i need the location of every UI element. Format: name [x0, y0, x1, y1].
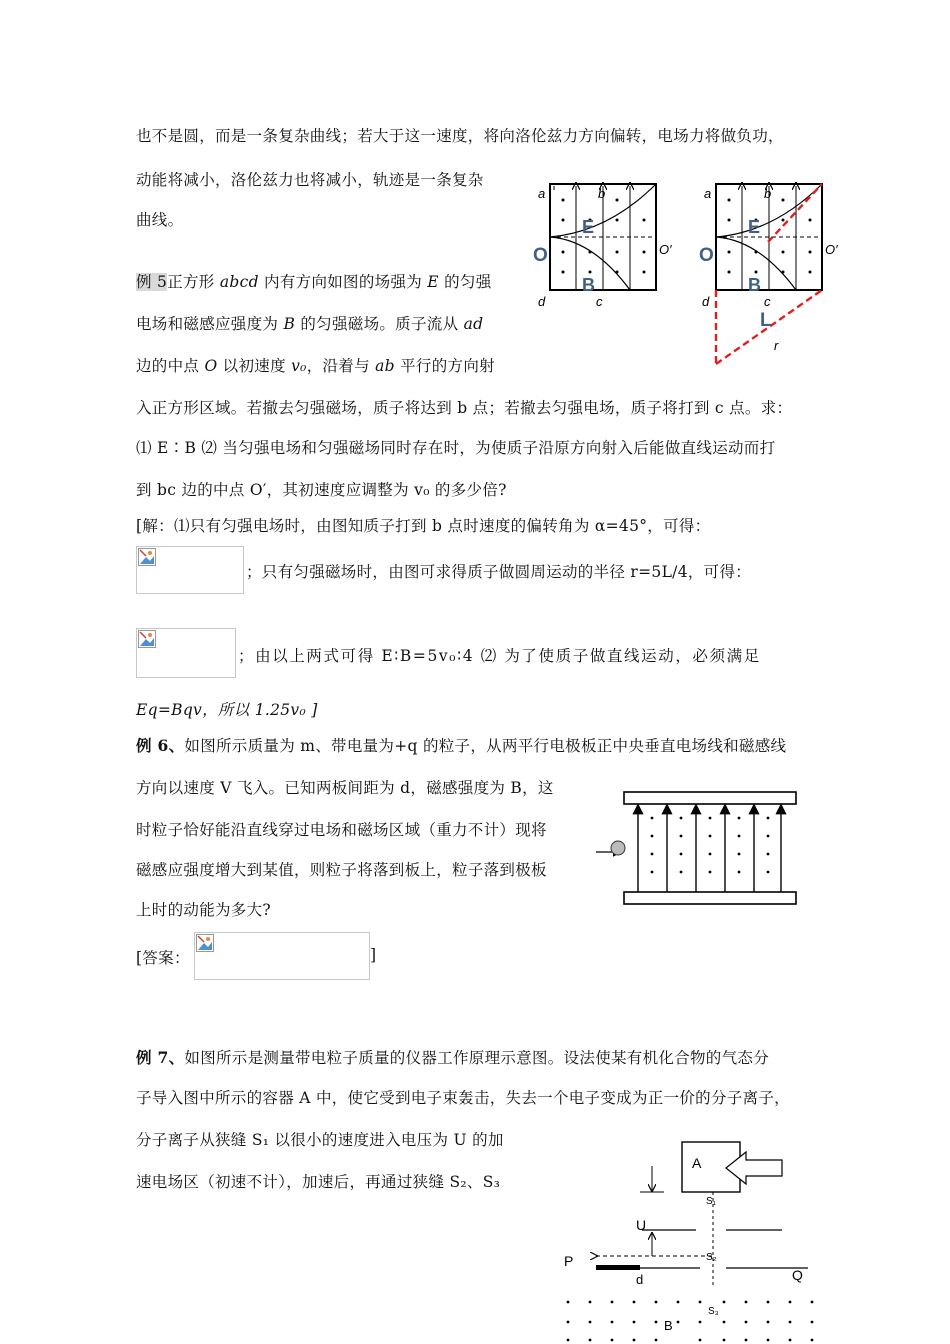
- t: B: [283, 315, 296, 333]
- photographic-plate: [596, 1265, 640, 1270]
- t: 的匀强: [438, 273, 492, 291]
- label-O: O: [533, 245, 548, 266]
- t: 电场和磁感应强度为: [136, 315, 284, 333]
- example7-line-4: 速电场区（初速不计），加速后，再通过狭缝 S₂、S₃: [136, 1173, 501, 1191]
- label-B-2: B: [748, 275, 761, 295]
- magnetic-field-dots: [567, 1301, 814, 1342]
- label-O-prime: O′: [659, 242, 672, 257]
- t: ad: [463, 315, 484, 333]
- label-S3: S₃: [708, 1306, 719, 1317]
- example5-line-3: [136, 354, 495, 376]
- label-b-2: b: [764, 186, 772, 201]
- label-O-2: O: [699, 245, 714, 266]
- solution-line-2: ；只有匀强磁场时，由图可求得质子做圆周运动的半径 r=5L/4，可得：: [246, 563, 752, 581]
- example5-line-1: [136, 270, 492, 292]
- label-O-prime-2: O′: [825, 242, 838, 257]
- t: 如图所示质量为 m、带电量为+q 的粒子，从两平行电极板正中央垂直电场线和磁感线: [184, 737, 787, 755]
- formula-image-2: [136, 628, 236, 678]
- t: O: [204, 357, 218, 375]
- t: 如图所示是测量带电粒子质量的仪器工作原理示意图。设法使某有机化合物的气态分: [184, 1049, 769, 1067]
- example6-line-4: 磁感应强度增大到某值，则粒子将落到板上，粒子落到极板: [136, 861, 547, 879]
- text-line-2: 动能将减小，洛伦兹力也将减小，轨迹是一条复杂: [136, 171, 484, 189]
- label-c-2: c: [764, 294, 771, 309]
- particle: [611, 841, 625, 855]
- example7-line-1: [136, 1046, 769, 1068]
- example7-figure: [556, 1138, 826, 1344]
- label-d-2: d: [702, 294, 710, 309]
- example5-line-4: 入正方形区域。若撤去匀强磁场，质子将达到 b 点；若撤去匀强电场，质子将打到 c 点。求：: [136, 399, 793, 417]
- example6-line-3: 时粒子恰好能沿直线穿过电场和磁场区域（重力不计）现将: [136, 821, 547, 839]
- label-P: P: [564, 1253, 574, 1269]
- label-Q: Q: [792, 1267, 803, 1283]
- t: ，沿着与: [306, 357, 376, 375]
- example5-line-2: [136, 312, 483, 334]
- example7-line-2: 子导入图中所示的容器 A 中，使它受到电子束轰击，失去一个电子变成为正一价的分子离子，: [136, 1089, 790, 1107]
- t: 内有方向如图的场强为: [258, 273, 428, 291]
- example7-line-3: 分子离子从狭缝 S₁ 以很小的速度进入电压为 U 的加: [136, 1131, 504, 1149]
- example6-line-1: [136, 734, 786, 756]
- label-b: b: [598, 186, 606, 201]
- broken-image-icon: [138, 630, 156, 648]
- label-r: r: [774, 338, 779, 353]
- formula-image-1: [136, 546, 244, 594]
- answer-label: [答案：: [136, 949, 190, 967]
- example5-line-6: 到 bc 边的中点 O′，其初速度应调整为 v₀ 的多少倍?: [136, 481, 507, 499]
- t: 边的中点: [136, 357, 205, 375]
- t: 正方形: [167, 273, 220, 291]
- label-E: E: [582, 217, 595, 237]
- t: abcd: [219, 273, 259, 291]
- example5-line-5: ⑴ E∶B ⑵ 当匀强电场和匀强磁场同时存在时，为使质子沿原方向射入后能做直线运动而打: [136, 439, 776, 457]
- label-S2: S₂: [706, 1252, 717, 1263]
- broken-image-icon: [138, 548, 156, 566]
- example6-tag: 例 6、: [136, 736, 185, 755]
- example5-tag: 例 5: [136, 273, 168, 291]
- t: 的匀强磁场。质子流从: [295, 315, 464, 333]
- t: ab: [375, 357, 395, 375]
- label-B: B: [582, 275, 595, 295]
- t: 平行的方向射: [394, 357, 495, 375]
- t: 以初速度: [217, 357, 292, 375]
- t: v₀: [291, 357, 307, 375]
- label-U: U: [636, 1217, 647, 1233]
- label-a: a: [538, 186, 546, 201]
- solution-line-1: [解：⑴只有匀强电场时，由图知质子打到 b 点时速度的偏转角为 α=45°，可得：: [136, 517, 711, 535]
- solution-line-4: Eq=Bqv，所以 1.25v₀ ]: [136, 701, 318, 719]
- label-c: c: [596, 294, 603, 309]
- label-B: B: [664, 1318, 673, 1333]
- answer-image: [194, 932, 370, 980]
- text-line-3: 曲线。: [136, 211, 184, 229]
- left-square: [533, 184, 672, 309]
- label-E-2: E: [748, 217, 761, 237]
- label-L: L: [760, 310, 772, 331]
- example7-tag: 例 7、: [136, 1048, 185, 1067]
- label-a-2: a: [704, 186, 712, 201]
- label-d: d: [538, 294, 546, 309]
- answer-close: ]: [370, 946, 377, 964]
- label-S1: S₁: [706, 1196, 717, 1207]
- label-d: d: [636, 1272, 644, 1287]
- t: E: [427, 273, 439, 291]
- magnetic-field-dots: [651, 817, 770, 874]
- example6-line-5: 上时的动能为多大?: [136, 901, 272, 919]
- example6-figure: [592, 786, 804, 910]
- example6-line-2: 方向以速度 V 飞入。已知两板间距为 d，磁感强度为 B，这: [136, 779, 554, 797]
- broken-image-icon: [196, 934, 214, 952]
- right-square: [699, 184, 838, 364]
- example5-figure: [528, 172, 848, 372]
- text-line-1: 也不是圆，而是一条复杂曲线；若大于这一速度，将向洛伦兹力方向偏转，电场力将做负功，: [136, 127, 784, 145]
- label-A: A: [692, 1155, 702, 1171]
- solution-line-3: ；由以上两式可得 E∶B=5v₀∶4 ⑵ 为了使质子做直线运动，必须满足: [238, 647, 761, 665]
